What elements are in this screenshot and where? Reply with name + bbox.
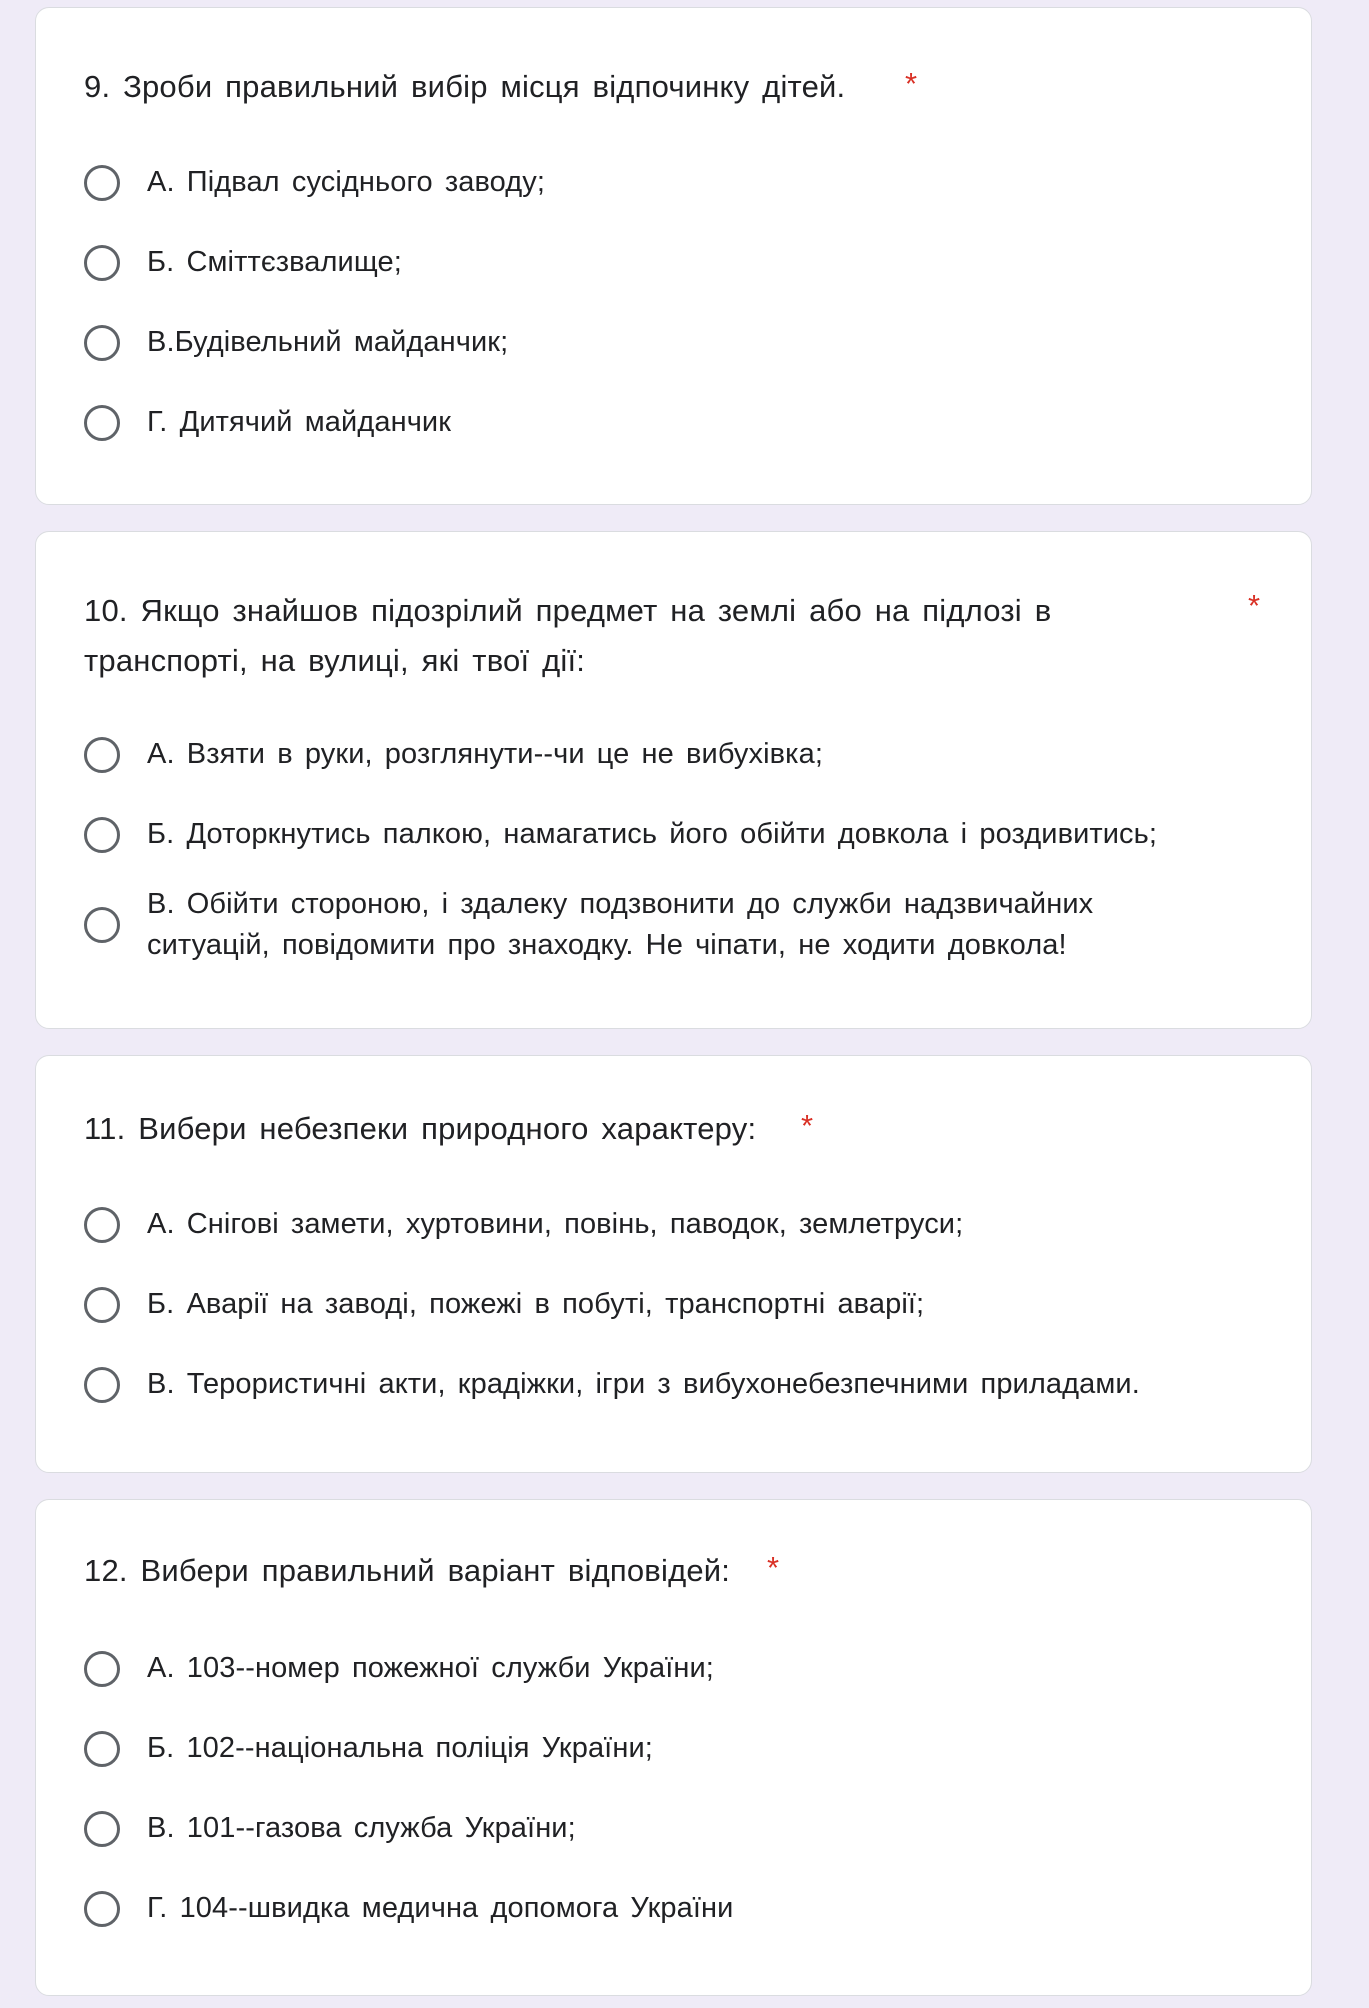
option-v[interactable] [84,1808,576,1849]
option-v[interactable] [84,1364,1140,1405]
option-v[interactable] [84,322,508,363]
radio-button[interactable] [84,817,120,853]
option-label: Г. 104--швидка медична допомога України [147,1892,734,1924]
radio-button[interactable] [84,405,120,441]
option-label: В. 101--газова служба України; [147,1812,576,1844]
option-b[interactable] [84,1728,653,1769]
radio-button[interactable] [84,325,120,361]
question-title: 10. Якщо знайшов підозрілий предмет на землі або на підлозі в транспорті, на вулиці, які твої дії: [84,593,1052,678]
option-a[interactable] [84,1648,714,1689]
radio-button[interactable] [84,245,120,281]
option-label: А. 103--номер пожежної служби України; [147,1652,714,1684]
option-label: А. Взяти в руки, розглянути--чи це не вибухівка; [147,738,823,770]
option-label: Б. Сміттєзвалище; [147,246,402,278]
option-a[interactable] [84,162,545,203]
option-label: Б. Доторкнутись палкою, намагатись його обійти довкола і роздивитись; [147,818,1158,850]
radio-button[interactable] [84,1207,120,1243]
radio-button[interactable] [84,1891,120,1927]
option-b[interactable] [84,1284,924,1325]
question-title: 11. Вибери небезпеки природного характеру: [84,1111,757,1146]
radio-button[interactable] [84,1811,120,1847]
option-b[interactable] [84,242,402,283]
question-title: 12. Вибери правильний варіант відповідей: [84,1553,731,1588]
option-label: В. Обійти стороною, і здалеку подзвонити до служби надзвичайних ситуацій, повідомити про знаходку. Не чіпати, не ходити довкола! [147,888,1094,961]
question-card-12 [35,1499,1312,1996]
option-g[interactable] [84,402,451,443]
option-label: Б. Аварії на заводі, пожежі в побуті, транспортні аварії; [147,1288,925,1320]
required-asterisk: * [801,1108,814,1143]
option-label: А. Підвал сусіднього заводу; [147,166,546,198]
radio-button[interactable] [84,1651,120,1687]
option-label: В. Терористичні акти, крадіжки, ігри з вибухонебезпечними приладами. [147,1368,1140,1400]
question-title: 9. Зроби правильний вибір місця відпочинку дітей. [84,69,846,104]
option-label: А. Снігові замети, хуртовини, повінь, паводок, землетруси; [147,1208,964,1240]
required-asterisk: * [1248,588,1261,623]
option-label: Б. 102--національна поліція України; [147,1732,653,1764]
radio-button[interactable] [84,737,120,773]
radio-button[interactable] [84,1731,120,1767]
option-label: В.Будівельний майданчик; [147,326,509,358]
question-card-11 [35,1055,1312,1473]
option-a[interactable] [84,734,823,775]
option-a[interactable] [84,1204,963,1245]
option-g[interactable] [84,1888,733,1929]
radio-button[interactable] [84,165,120,201]
required-asterisk: * [905,66,918,101]
radio-button[interactable] [84,907,120,943]
required-asterisk: * [767,1550,780,1585]
option-b[interactable] [84,814,1157,855]
radio-button[interactable] [84,1287,120,1323]
option-label: Г. Дитячий майданчик [147,406,451,438]
question-card-9 [35,7,1312,505]
radio-button[interactable] [84,1367,120,1403]
option-v[interactable] [84,884,1207,966]
question-card-10 [35,531,1312,1029]
